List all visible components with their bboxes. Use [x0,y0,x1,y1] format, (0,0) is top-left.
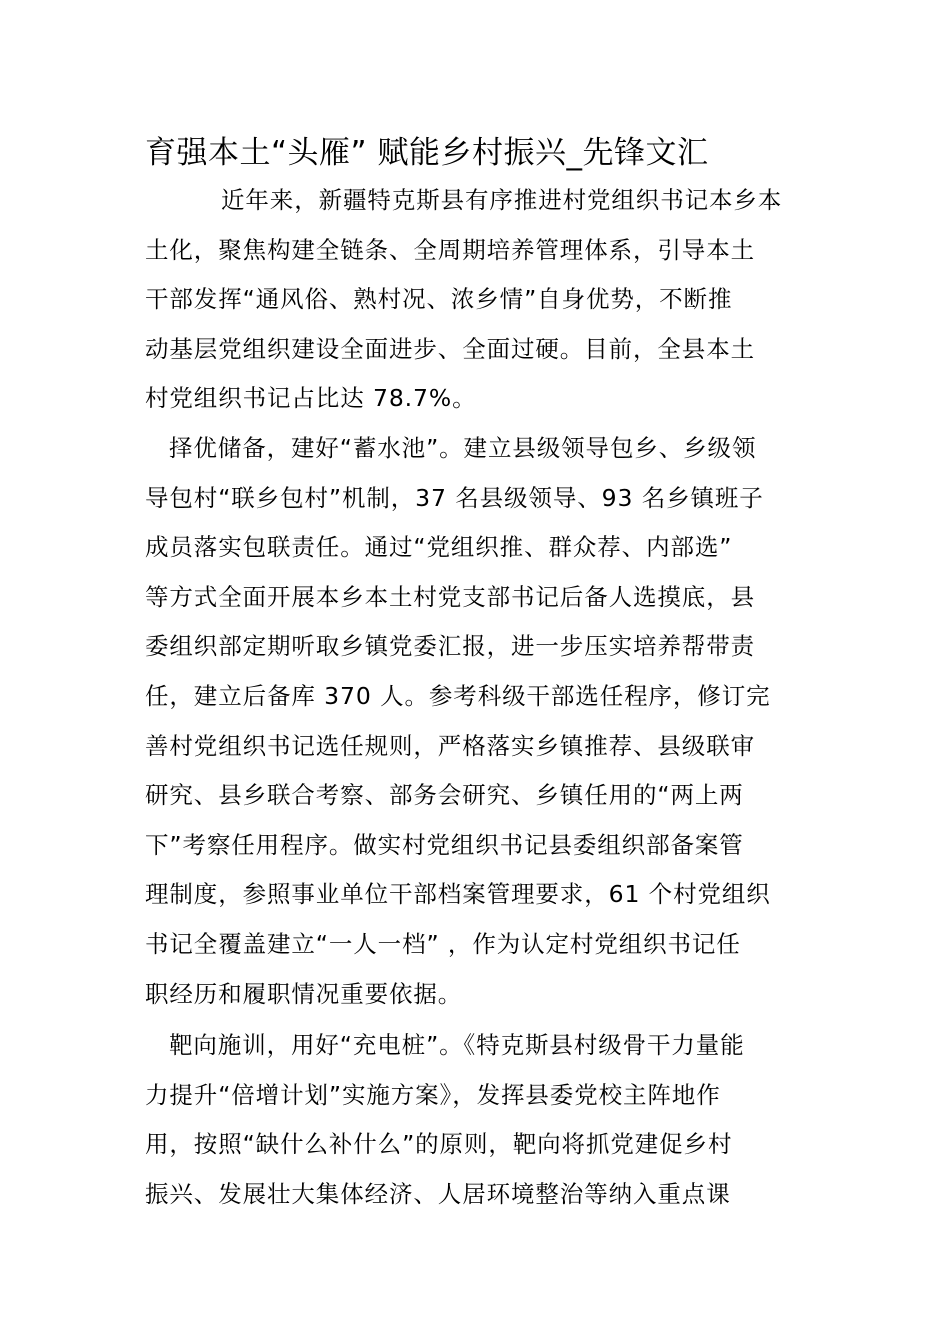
paragraph-line: 靶向施训，用好“充电桩”。《特克斯县村级骨干力量能 [169,1031,745,1059]
paragraph-line: 用，按照“缺什么补什么”的原则，靶向将抓党建促乡村 [145,1130,733,1159]
paragraph-line: 任，建立后备库 370 人。参考科级干部选任程序，修订完 [145,681,771,710]
paragraph-line: 择优储备，建好“蓄水池”。建立县级领导包乡、乡级领 [169,434,757,462]
document-title: 育强本土“头雁” 赋能乡村振兴_先锋文汇 [145,135,709,171]
paragraph-intro [145,176,809,424]
paragraph-line: 理制度，参照事业单位干部档案管理要求，61 个村党组织 [145,880,771,909]
paragraph-line: 动基层党组织建设全面进步、全面过硬。目前，全县本土 [145,334,755,363]
paragraph-reserve [145,424,809,1019]
paragraph-line: 导包村“联乡包村”机制，37 名县级领导、93 名乡镇班子 [145,483,764,512]
paragraph-line: 成员落实包联责任。通过“党组织推、群众荐、内部选” [145,533,733,562]
paragraph-line: 近年来，新疆特克斯县有序推进村党组织书记本乡本 [221,186,783,214]
paragraph-line: 书记全覆盖建立“一人一档” ，作为认定村党组织书记任 [145,929,741,958]
paragraph-training [145,1021,809,1219]
paragraph-line: 力提升“倍增计划”实施方案》，发挥县委党校主阵地作 [145,1080,721,1109]
paragraph-line: 委组织部定期听取乡镇党委汇报，进一步压实培养帮带责 [145,632,755,661]
paragraph-line: 土化，聚焦构建全链条、全周期培养管理体系，引导本土 [145,235,755,264]
paragraph-line: 等方式全面开展本乡本土村党支部书记后备人选摸底，县 [145,582,755,611]
paragraph-line: 干部发挥“通风俗、熟村况、浓乡情”自身优势，不断推 [145,285,733,314]
paragraph-line: 振兴、发展壮大集体经济、人居环境整治等纳入重点课 [145,1179,731,1208]
paragraph-line: 下”考察任用程序。做实村党组织书记县委组织部备案管 [145,830,744,859]
paragraph-line: 善村党组织书记选任规则，严格落实乡镇推荐、县级联审 [145,731,755,760]
paragraph-line: 职经历和履职情况重要依据。 [145,979,463,1008]
paragraph-line: 村党组织书记占比达 78.7%。 [145,384,477,413]
paragraph-line: 研究、县乡联合考察、部务会研究、乡镇任用的“两上两 [145,781,744,810]
